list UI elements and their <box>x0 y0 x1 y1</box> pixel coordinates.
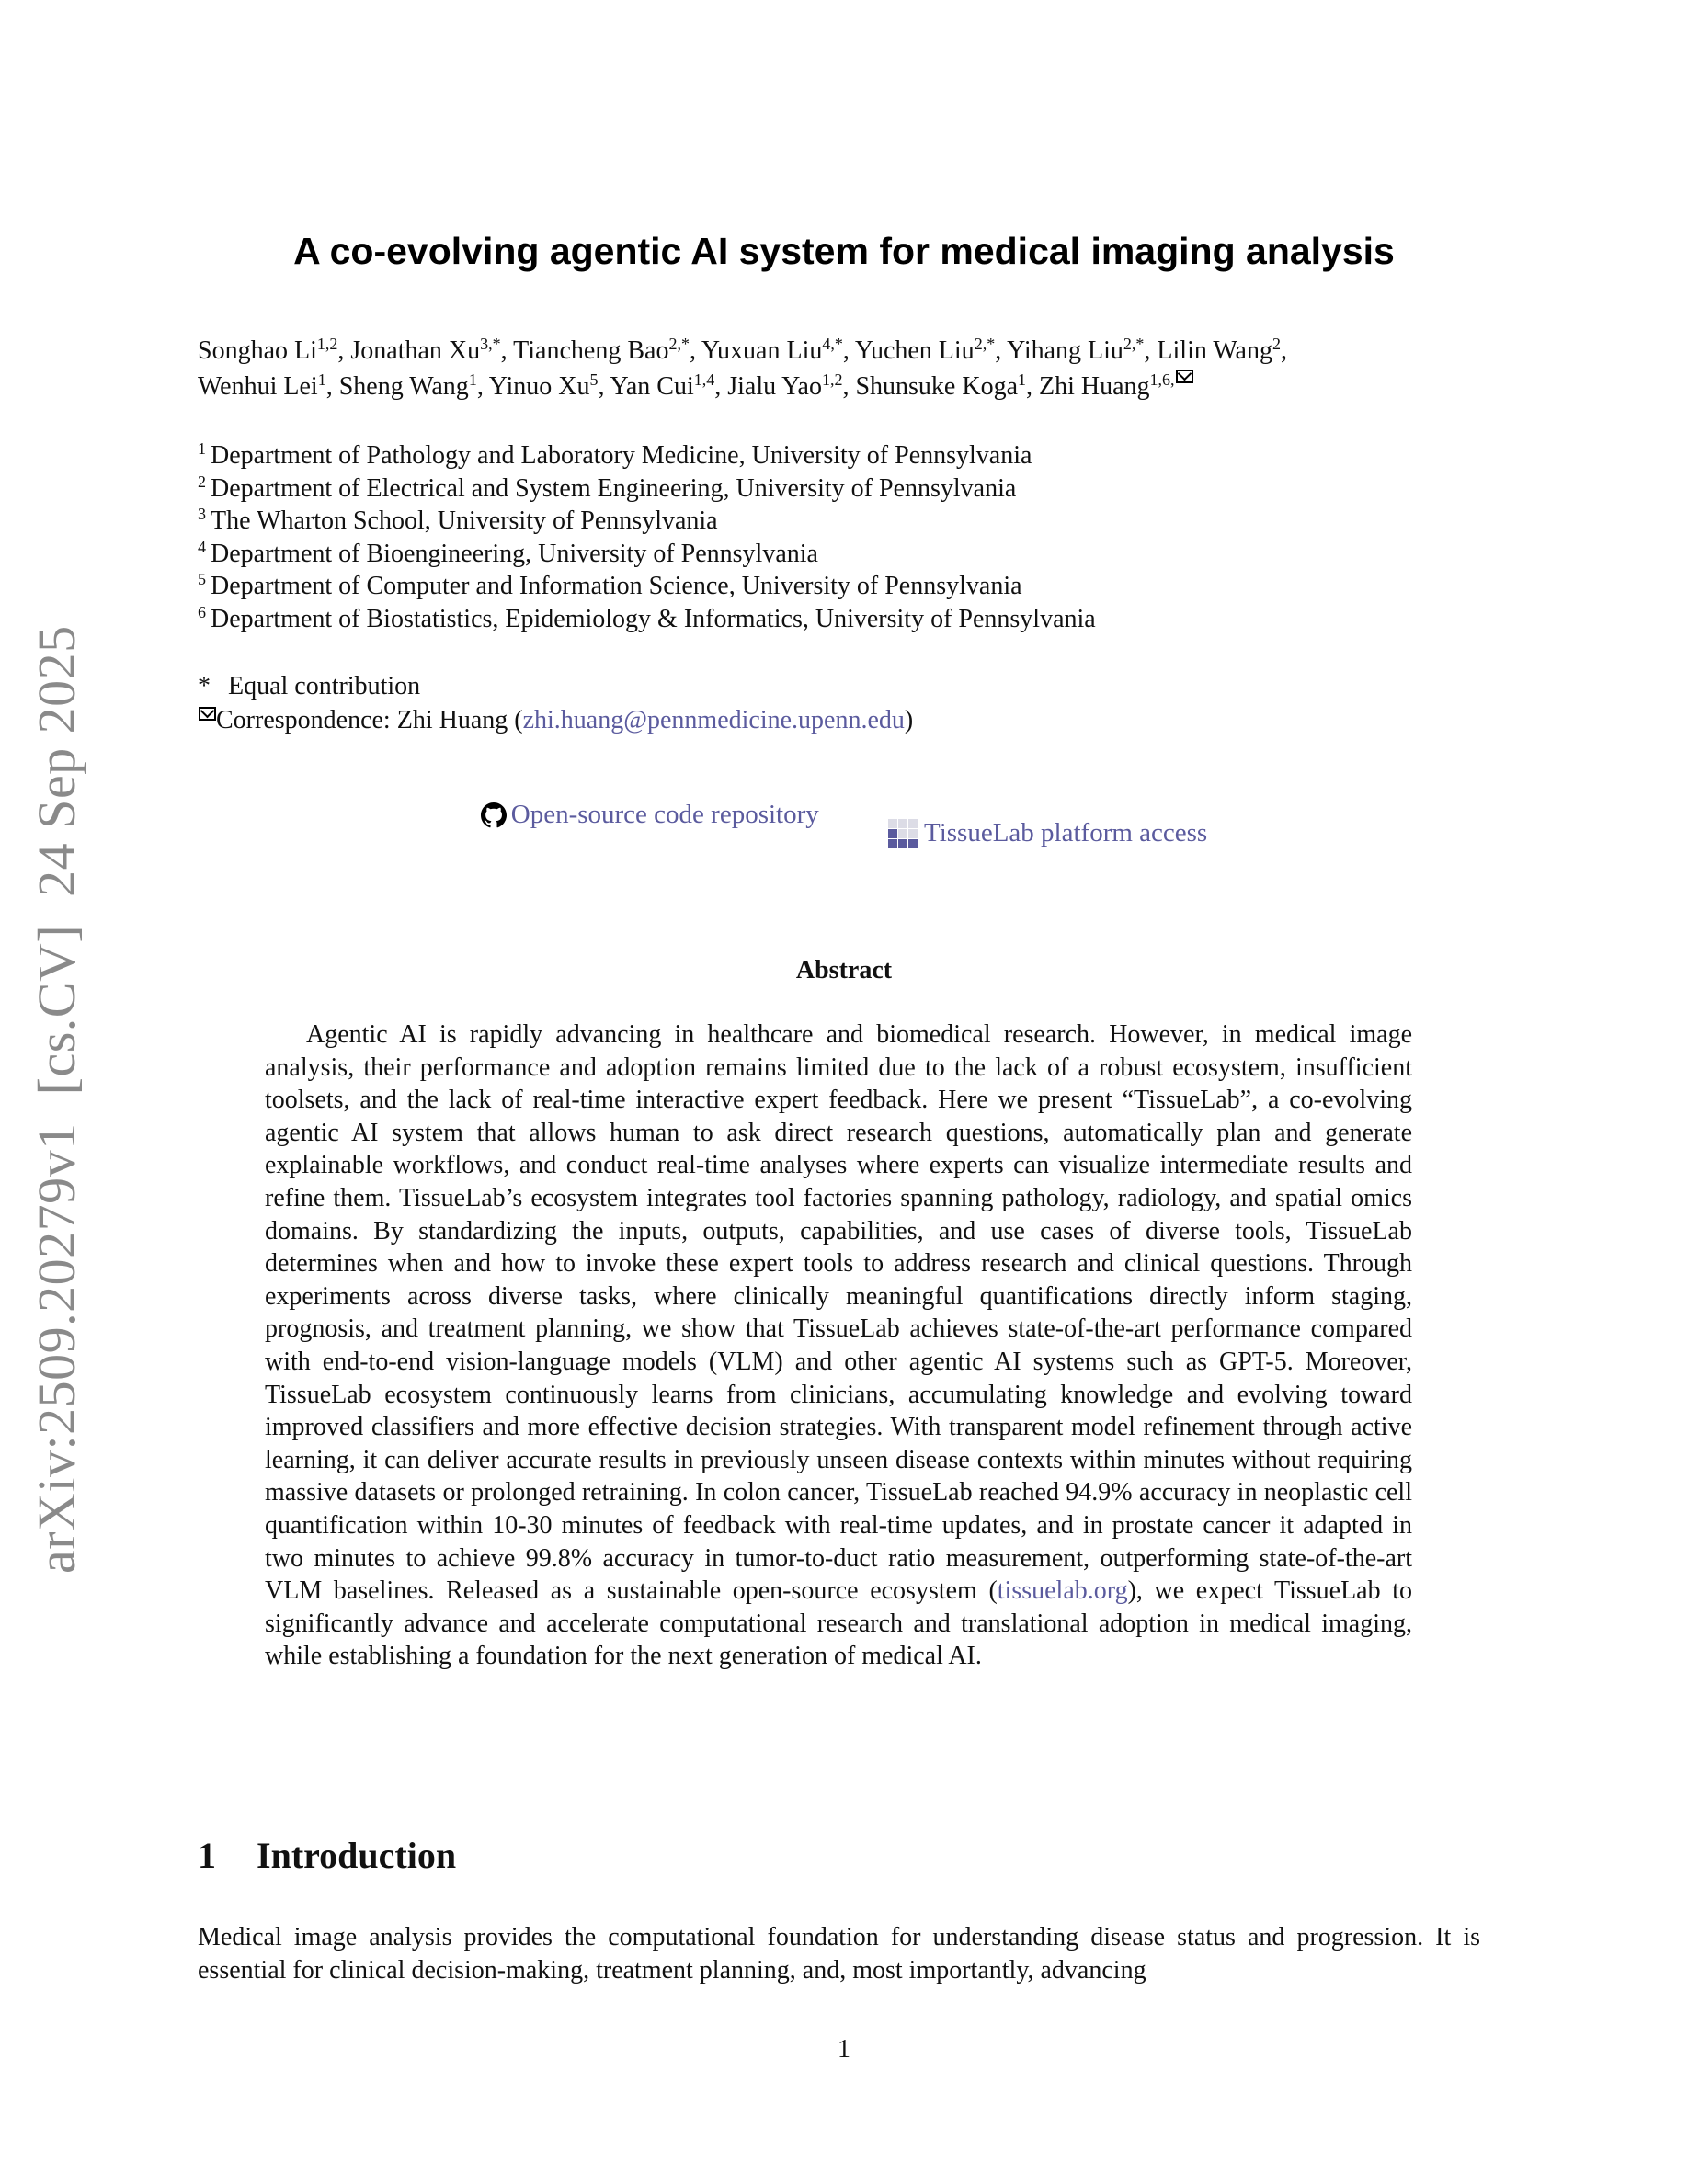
logo-cell <box>908 829 918 838</box>
author-affiliation-marker: 1,2 <box>821 370 843 389</box>
affiliation-number: 4 <box>198 537 206 556</box>
logo-cell <box>898 819 907 828</box>
equal-contribution-note <box>198 669 913 703</box>
author-name: Shunsuke Koga <box>855 372 1018 401</box>
affiliation-text: Department of Pathology and Laboratory Medicine, University of Pennsylvania <box>211 441 1032 470</box>
author-name: Zhi Huang <box>1039 372 1150 401</box>
section-number: 1 <box>198 1835 216 1876</box>
author <box>855 336 995 365</box>
author-name: Sheng Wang <box>338 372 469 401</box>
author-name: Yinuo Xu <box>488 372 590 401</box>
author-name: Yuchen Liu <box>854 336 975 365</box>
correspondence-email-link[interactable]: zhi.huang@pennmedicine.upenn.edu <box>522 706 905 734</box>
github-icon <box>481 802 507 828</box>
affiliation-item <box>198 603 1096 636</box>
author-affiliation-marker: 1 <box>1018 370 1026 389</box>
affiliation-text: Department of Computer and Information Science, University of Pennsylvania <box>211 572 1022 601</box>
author <box>1157 336 1281 365</box>
author <box>198 372 326 401</box>
platform-access-label: TissueLab platform access <box>924 818 1208 847</box>
author <box>1007 336 1144 365</box>
author <box>489 372 599 401</box>
author-affiliation-marker: 3,* <box>480 335 501 353</box>
author-name: Lilin Wang <box>1157 336 1272 365</box>
author-name: Yan Cui <box>610 372 694 401</box>
affiliation-number: 1 <box>198 439 206 458</box>
correspondence-note <box>198 703 913 737</box>
author-name: Tiancheng Bao <box>513 336 669 365</box>
author-affiliation-marker: 1 <box>317 370 326 389</box>
logo-cell <box>888 839 897 848</box>
tissuelab-website-link[interactable]: tissuelab.org <box>997 1576 1128 1606</box>
introduction-paragraph: Medical image analysis provides the computational foundation for understanding disease status and progression. It is essential for clinical decision-making, treatment planning, and, most importantly, advancing <box>198 1923 1480 1985</box>
affiliation-item <box>198 538 1096 571</box>
author-name: Yihang Liu <box>1007 336 1123 365</box>
affiliation-number: 2 <box>198 472 206 491</box>
author <box>727 372 842 401</box>
author-affiliation-marker: 1 <box>468 370 477 389</box>
abstract-body <box>265 1018 1412 1673</box>
code-repository-link[interactable] <box>481 800 819 830</box>
affiliation-item <box>198 570 1096 603</box>
affiliation-text: Department of Electrical and System Engineering, University of Pennsylvania <box>211 473 1017 503</box>
author <box>513 336 690 365</box>
author-name: Yuxuan Liu <box>701 336 823 365</box>
affiliation-item <box>198 439 1096 472</box>
logo-cell <box>908 819 918 828</box>
author-affiliation-marker: 2,* <box>1123 335 1145 353</box>
affiliation-number: 6 <box>198 602 206 621</box>
author-affiliation-marker: 1,4 <box>693 370 715 389</box>
affiliation-text: The Wharton School, University of Pennsylvania <box>211 506 718 536</box>
author-affiliation-marker: 1,6, <box>1149 370 1175 389</box>
author-name: Jialu Yao <box>727 372 822 401</box>
author <box>610 372 714 401</box>
author-affiliation-marker: 2 <box>1272 335 1281 353</box>
footnotes <box>198 669 913 737</box>
author-name: Jonathan Xu <box>350 336 481 365</box>
equal-contribution-text: Equal contribution <box>228 672 421 700</box>
author <box>701 336 843 365</box>
code-repository-label: Open-source code repository <box>510 800 819 829</box>
logo-cell <box>888 819 897 828</box>
paper-title: A co-evolving agentic AI system for medical imaging analysis <box>293 230 1395 272</box>
abstract-text-part-2: ), we expect TissueLab to significantly advance and accelerate computational research and translational adoption in medical imaging, while establishing a foundation for the next generation of medical AI. <box>265 1576 1413 1671</box>
logo-cell <box>888 829 897 838</box>
author <box>350 336 500 365</box>
section-heading-introduction <box>198 1834 456 1877</box>
author <box>339 372 477 401</box>
logo-cell <box>908 839 918 848</box>
author-name: Wenhui Lei <box>198 372 318 401</box>
affiliation-text: Department of Bioengineering, University of Pennsylvania <box>211 539 818 568</box>
author-list: Songhao Li$^{1,2}$, Jonathan $Xu^{3,*}$, Tiancheng Bao$^{2,*}$, Yuxuan Liu$^{4,*}$, Yuchen Liu$^{2,*}$, Yihang Liu$^{2,*}$, Lilin Wang$^2$, Wenhui Lei$^1$, Sheng Wang$^1$, Yinuo Xu$^5$, Yan Cui$^{1,4}$, Jialu Yao$^{1,2}$, Shunsuke Koga$^1$, Zhi Huang$^{1,6,}$ <box>198 335 1287 401</box>
affiliation-text: Department of Biostatistics, Epidemiology & Informatics, University of Pennsylvania <box>211 604 1096 633</box>
section-title-text: Introduction <box>257 1835 457 1876</box>
author <box>1039 372 1193 401</box>
author-affiliation-marker: 1,2 <box>316 335 338 353</box>
affiliation-number: 5 <box>198 570 206 589</box>
affiliation-list <box>198 439 1096 636</box>
author-affiliation-marker: 5 <box>589 370 599 389</box>
envelope-icon <box>1176 370 1193 383</box>
author-affiliation-marker: 2,* <box>974 335 996 353</box>
abstract-text-part-1: Agentic AI is rapidly advancing in healthcare and biomedical research. However, in medical image analysis, their performance and adoption remains limited due to the lack of a robust ecosystem, insufficient toolsets, and the lack of real-time interactive expert feedback. Here we present “TissueLab”, a co-evolving agentic AI system that allows human to ask direct research questions, automatically plan and generate explainable workflows, and conduct real-time analyses where experts can visualize intermediate results and refine them. TissueLab’s ecosystem integrates tool factories spanning pathology, radiology, and spatial omics domains. By standardizing the inputs, outputs, capabilities, and use cases of diverse tools, TissueLab determines when and how to invoke these expert tools to address research and clinical questions. Through experiments across diverse tasks, where clinically meaningful quantifications directly inform staging, prognosis, and treatment planning, we show that TissueLab achieves state-of-the-art performance compared with end-to-end vision-language models (VLM) and other agentic AI systems such as GPT-5. Moreover, TissueLab ecosystem continuously learns from clinicians, accumulating knowledge and evolving toward improved classifiers and more effective decision strategies. With transparent model refinement through active learning, it can deliver accurate results in previously unseen disease contexts within minutes without requiring massive datasets or prolonged retraining. In colon cancer, TissueLab reached 94.9% accuracy in neoplastic cell quantification within 10-30 minutes of feedback with real-time updates, and in prostate cancer it adapted in two minutes to achieve 99.8% accuracy in tumor-to-duct ratio measurement, outperforming state-of-the-art VLM baselines. Released as a sustainable open-source ecosystem ( <box>265 1020 1412 1606</box>
logo-cell <box>898 829 907 838</box>
author <box>855 372 1026 401</box>
arxiv-identifier-stamp: arXiv:2509.20279v1 [cs.CV] 24 Sep 2025 <box>27 625 86 1574</box>
correspondence-prefix: Correspondence: Zhi Huang ( <box>216 706 523 734</box>
author <box>198 336 337 365</box>
affiliation-item <box>198 472 1096 506</box>
author-affiliation-marker: 4,* <box>822 335 843 353</box>
resource-links <box>0 800 1688 848</box>
platform-access-link[interactable] <box>888 818 1207 848</box>
abstract-heading: Abstract <box>795 956 893 984</box>
equal-contribution-symbol: * <box>198 672 211 700</box>
correspondence-suffix: ) <box>904 706 914 734</box>
page-number: 1 <box>838 2035 850 2064</box>
author-name: Songhao Li <box>198 336 317 365</box>
tissuelab-logo-icon <box>888 819 918 848</box>
author-affiliation-marker: 2,* <box>668 335 690 353</box>
affiliation-number: 3 <box>198 505 206 524</box>
logo-cell <box>898 839 907 848</box>
affiliation-item <box>198 505 1096 538</box>
envelope-icon <box>199 707 216 721</box>
